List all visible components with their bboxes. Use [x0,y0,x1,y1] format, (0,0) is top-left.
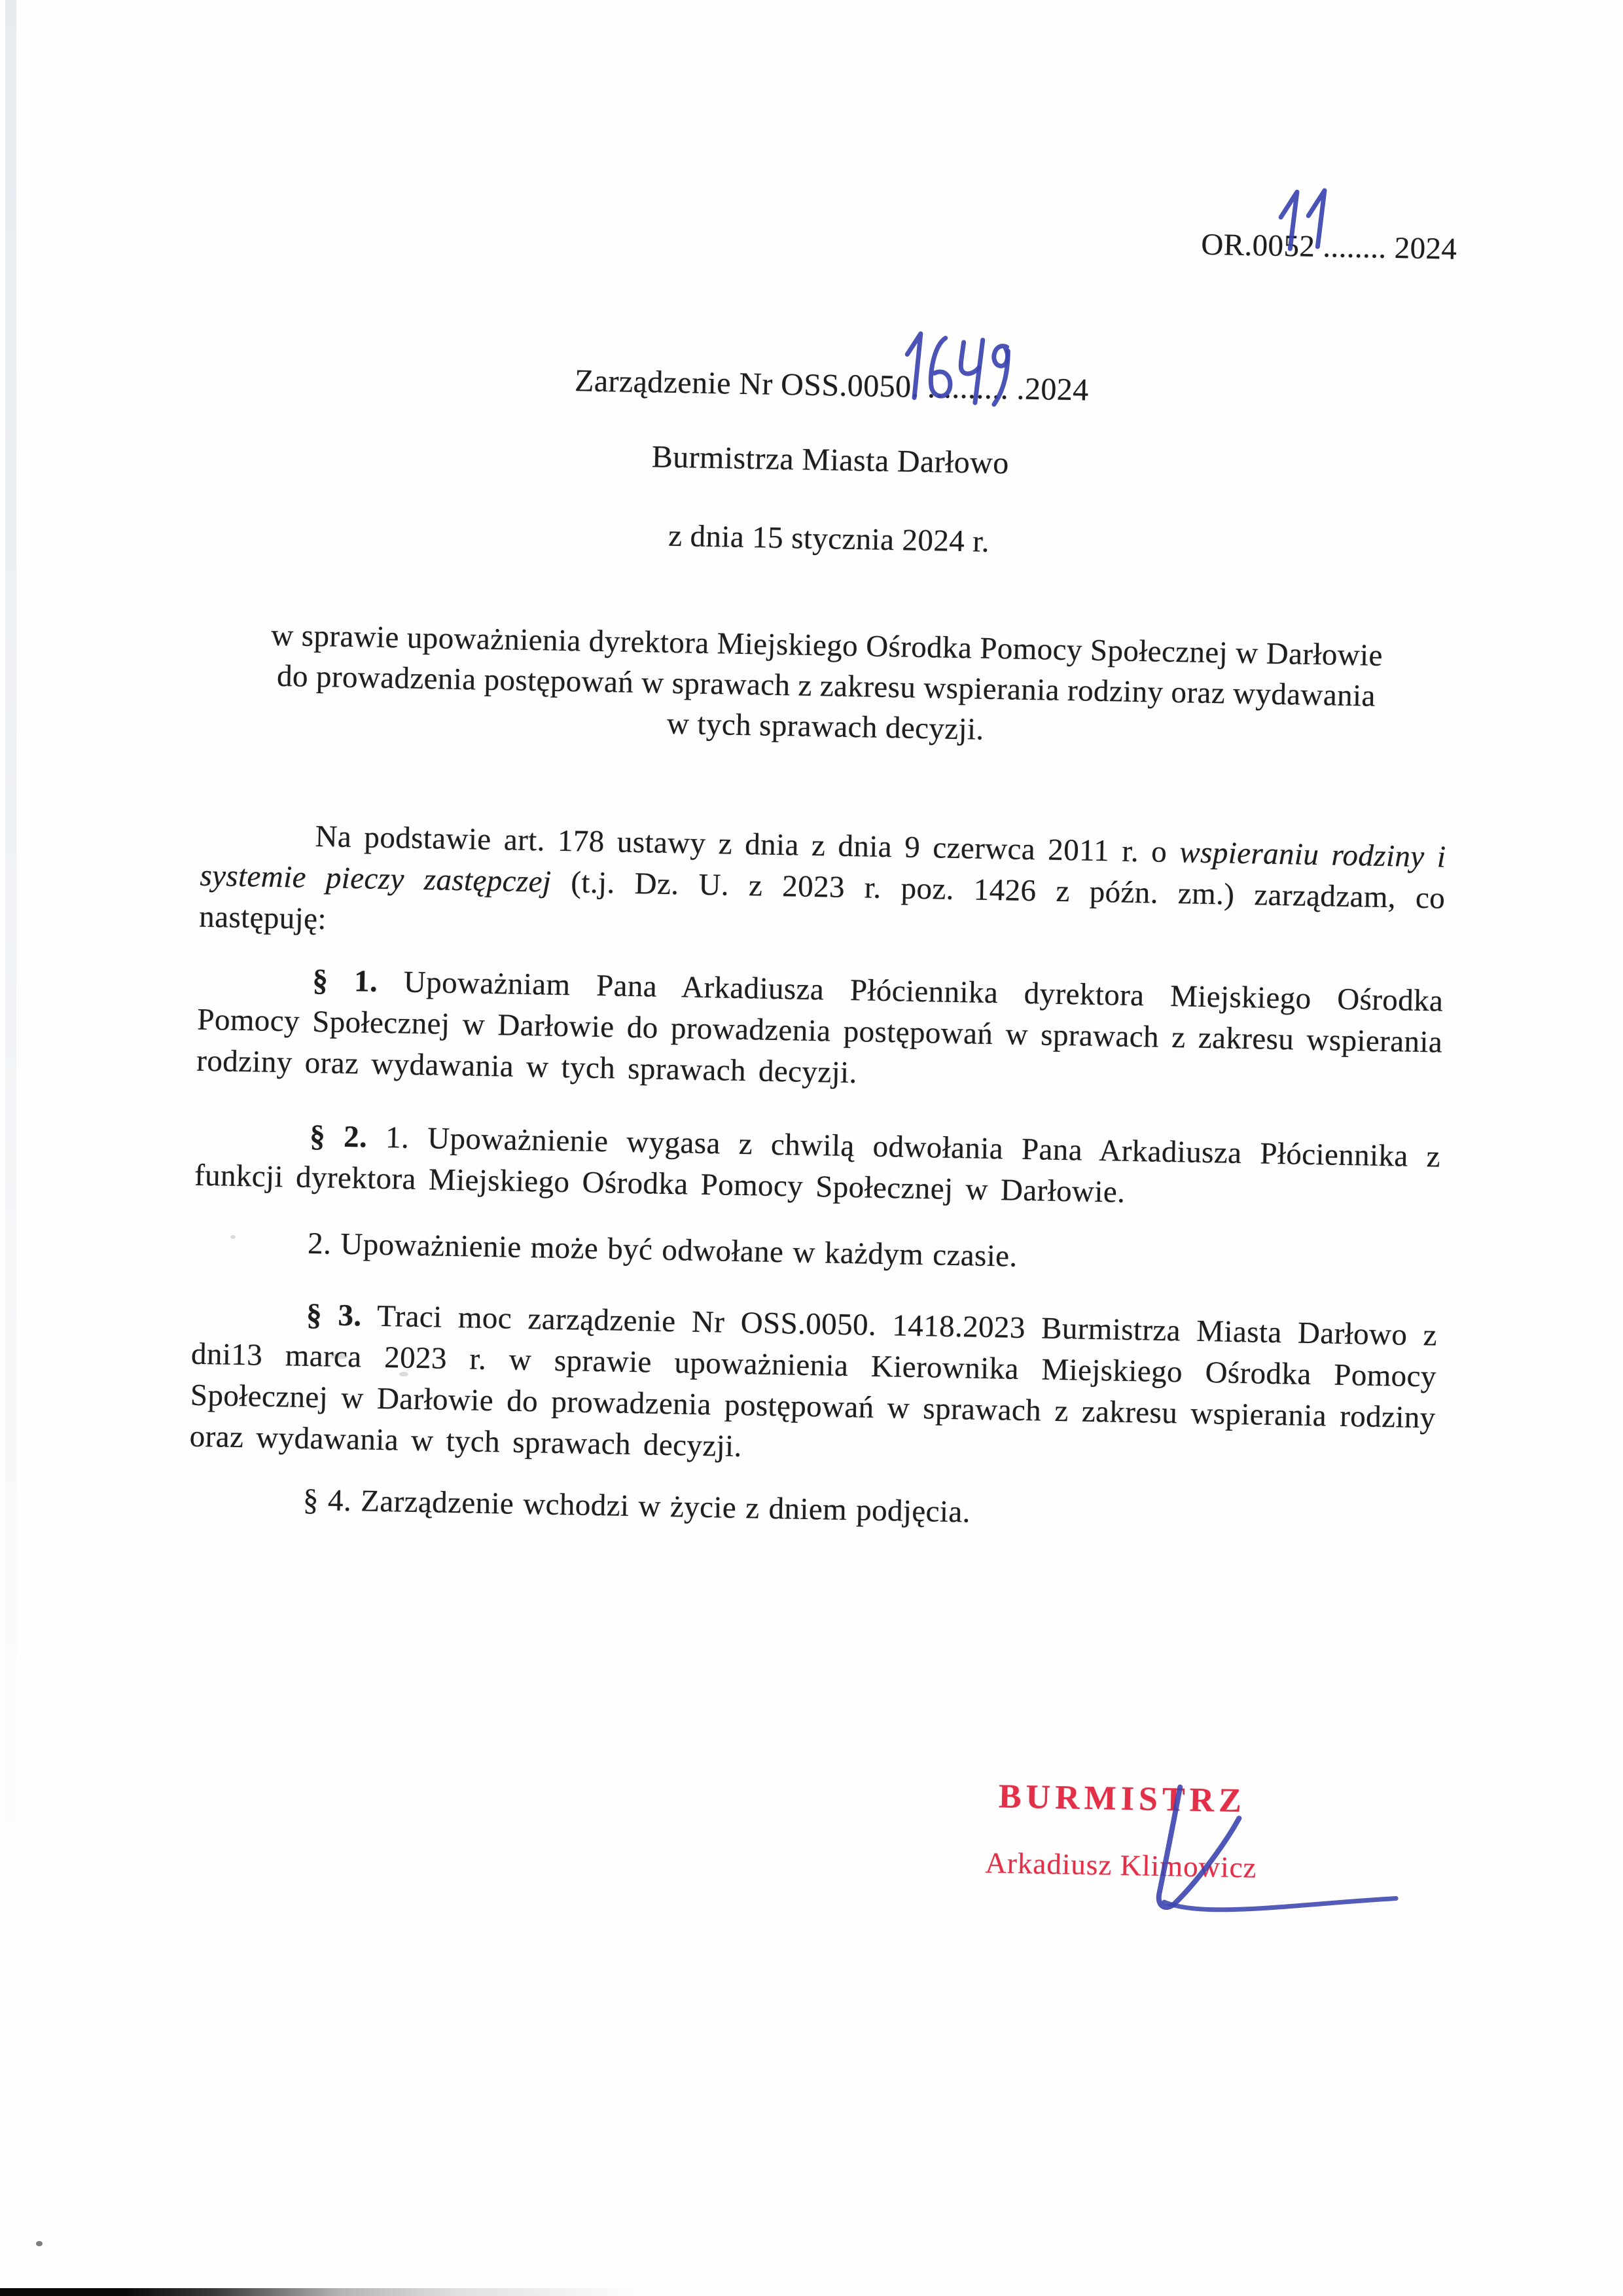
section-2-point-2-text: 2. Upoważnienie może być odwołane w każdym czasie. [307,1226,1018,1274]
section-2-point-2-paragraph [193,1221,1439,1285]
section-3-text: Traci moc zarządzenie Nr OSS.0050. 1418.2023 Burmistrza Miasta Darłowo z dni13 marca 2023 r. w sprawie upoważnienia Kierownika Miejskiego Ośrodka Pomocy Społecznej w Darłowie do prowadzenia postępowań w sprawach z zakresu wspierania rodziny oraz wydawania w tych sprawach decyzji. [189,1299,1438,1464]
section-1-text: Upoważniam Pana Arkadiusza Płóciennika dyrektora Miejskiego Ośrodka Pomocy Społecznej w Darłowie do prowadzenia postępowań w sprawach z zakresu wspierania rodziny oraz wydawania w tych sprawach decyzji. [196,964,1444,1090]
subject-line-1: w sprawie upoważnienia dyrektora Miejskiego Ośrodka Pomocy Społecznej w Darłowie [270,618,1383,673]
reference-year: 2024 [1386,230,1457,266]
legal-basis-paragraph [199,814,1446,961]
legal-basis-text: Na podstawie art. 178 ustawy z dnia z dnia 9 czerwca 2011 r. o [315,819,1180,870]
mayor-name-stamp: Arkadiusz Klimowicz [985,1846,1258,1884]
section-4-marker: § 4. [302,1482,352,1518]
scan-speck [399,1372,408,1376]
title-year: .2024 [1008,371,1090,408]
mayor-title-stamp: BURMISTRZ [998,1778,1247,1820]
reference-dots: ........ [1322,230,1387,265]
reference-prefix: OR.0052 [1200,227,1323,264]
title-prefix: Zarządzenie Nr OSS.0050. [574,363,928,405]
section-2-marker: § 2. [309,1119,368,1155]
signature-block [967,1778,1277,1885]
scan-speck [230,1235,236,1239]
subject-line-2: do prowadzenia postępowań w sprawach z zakresu wspierania rodziny oraz wydawania [276,658,1376,713]
scan-speck [36,2241,43,2246]
subject-line-3: w tych sprawach decyzji. [666,706,985,747]
section-3-paragraph [189,1293,1437,1480]
section-2-paragraph [194,1114,1441,1219]
scan-edge-artifact [5,0,16,1931]
document-title-line [209,355,1455,417]
scan-bottom-artifact [0,2288,641,2296]
section-4-paragraph [188,1478,1434,1542]
scan-speck [330,1354,348,1359]
reference-number-line [211,207,1457,269]
section-4-text: Zarządzenie wchodzi w życie z dniem podjęcia. [351,1484,971,1530]
title-dots: .......... [927,370,1009,406]
document-date: z dnia 15 stycznia 2024 r. [668,518,990,559]
section-3-marker: § 3. [306,1297,363,1333]
handwritten-signature-stroke [1130,1781,1407,1927]
document-content [174,0,1461,2296]
legal-basis-act-title: wspieraniu rodziny i systemie pieczy zastępczej [200,835,1446,899]
section-1-paragraph [196,958,1444,1105]
legal-basis-citation: (t.j. Dz. U. z 2023 r. poz. 1426 z późn. zm.) zarządzam, co następuję: [198,865,1446,937]
document-subject [202,614,1450,759]
section-2-text: 1. Upoważnienie wygasa z chwilą odwołania Pana Arkadiusza Płóciennika z funkcji dyrektora Miejskiego Ośrodka Pomocy Społecznej w Darłowie. [194,1120,1441,1210]
document-issuer: Burmistrza Miasta Darłowo [651,439,1010,481]
section-1-marker: § 1. [312,963,378,999]
